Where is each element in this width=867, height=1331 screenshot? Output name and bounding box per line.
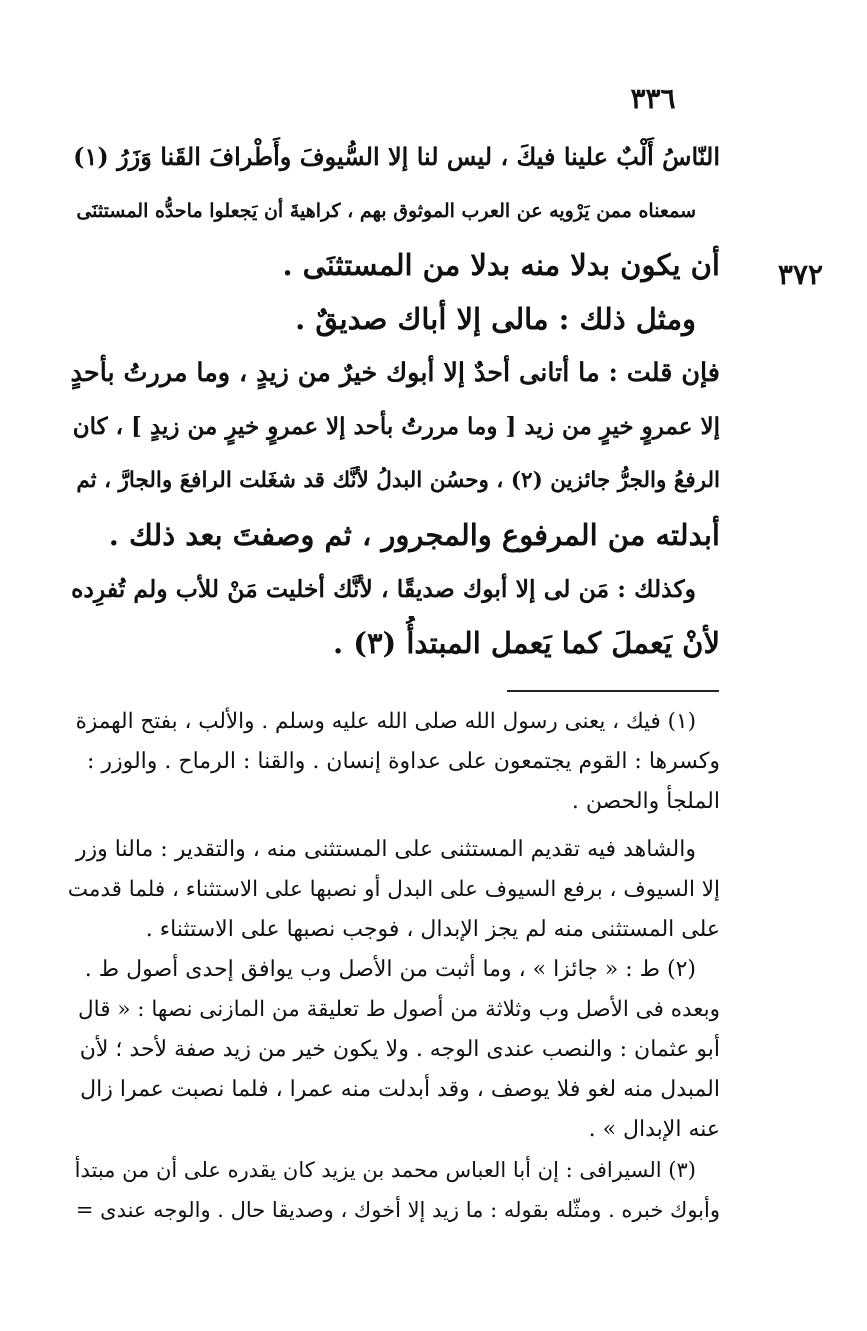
margin-section-number: ٣٧٢ bbox=[777, 258, 823, 291]
main-text-line: الرفعُ والجرُّ جائزين (٢) ، وحسُن البدلُ لأنَّك قد شغَلت الرافعَ والجارَّ ، ثم bbox=[76, 468, 720, 493]
main-text-line: لأنْ يَعملَ كما يَعمل المبتدأُ (٣) . bbox=[333, 626, 720, 660]
footnote-line: إلا السيوف ، برفع السيوف على البدل أو نصبها على الاستثناء ، فلما قدمت bbox=[68, 877, 720, 902]
footnotes bbox=[68, 702, 720, 1230]
footnote-line: وأبوك خبره . ومثّله بقوله : ما زيد إلا أخوك ، وصديقا حال . والوجه عندى = bbox=[75, 1198, 720, 1222]
footnote-line: وبعده فى الأصل وب وثلاثة من أصول ط تعليقة من المازنى نصها : « قال bbox=[78, 997, 720, 1022]
footnote-divider bbox=[507, 690, 719, 692]
main-text-line: إلا عمروٍ خيرٍ من زيد [ وما مررتُ بأحد إلا عمروٍ خيرٍ من زيدٍ ] ، كان bbox=[72, 413, 720, 440]
footnote-line: عنه الإبدال » . bbox=[588, 1117, 720, 1142]
footnote-line: (١) فيك ، يعنى رسول الله صلى الله عليه وسلم . والألب ، بفتح الهمزة bbox=[75, 709, 696, 734]
footnote-line: والشاهد فيه تقديم المستثنى على المستثنى منه ، والتقدير : مالنا وزر bbox=[75, 837, 696, 862]
verse-line: النّاسُ أَلْبٌ علينا فيكَ ، ليس لنا إلا السُّيوفَ وأَطْرافَ القَنا وَزَرُ (١) bbox=[73, 142, 720, 171]
main-text-line: ومثل ذلك : مالى إلا أباك صديقٌ . bbox=[295, 302, 696, 336]
main-text-line: أبدلته من المرفوع والمجرور ، ثم وصفتَ بعد ذلك . bbox=[108, 518, 720, 552]
footnote-line: وكسرها : القوم يجتمعون على عداوة إنسان . والقنا : الرماح . والوزر : bbox=[86, 749, 720, 774]
footnote-line: الملجأ والحصن . bbox=[571, 789, 720, 814]
footnote-line: المبدل منه لغو فلا يوصف ، وقد أبدلت منه عمرا ، فلما نصبت عمرا زال bbox=[80, 1077, 720, 1102]
main-text bbox=[68, 130, 720, 670]
footnote-gap bbox=[68, 822, 720, 830]
main-text-line: أن يكون بدلا منه بدلا من المستثنَى . bbox=[282, 248, 720, 282]
page-number: ٣٣٦ bbox=[630, 82, 676, 115]
main-text-line: سمعناه ممن يَرْويه عن العرب الموثوق بهم ، كراهيةَ أن يَجعلوا ماحدُّه المستثنَى bbox=[76, 200, 696, 222]
footnote-line: (٣) السيرافى : إن أبا العباس محمد بن يزيد كان يقدره على أن من مبتدأ bbox=[74, 1158, 696, 1182]
footnote-line: على المستثنى منه لم يجز الإبدال ، فوجب نصبها على الاستثناء . bbox=[145, 917, 720, 942]
main-text-line: فإن قلت : ما أتانى أحدٌ إلا أبوك خيرٌ من زيدٍ ، وما مررتُ بأحدٍ bbox=[70, 358, 720, 388]
footnote-line: أبو عثمان : والنصب عندى الوجه . ولا يكون خير من زيد صفة لأحد ؛ لأن bbox=[79, 1037, 720, 1062]
footnote-line: (٢) ط : « جائزا » ، وما أثبت من الأصل وب يوافق إحدى أصول ط . bbox=[84, 957, 696, 982]
main-text-line: وكذلك : مَن لى إلا أبوك صديقًا ، لأنَّك أخليت مَنْ للأب ولم تُفرِده bbox=[71, 575, 696, 603]
